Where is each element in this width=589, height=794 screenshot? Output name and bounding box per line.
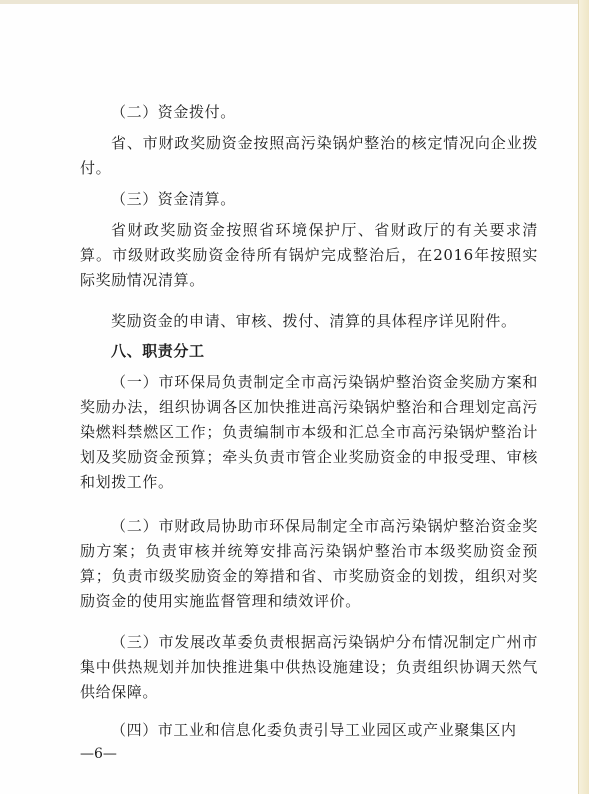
section-2-heading: （二）资金拨付。 <box>111 103 236 121</box>
duty-1: （一）市环保局负责制定全市高污染锅炉整治资金奖励方案和奖励办法，组织协调各区加快推进高污染锅炉整治和合理划定高污染燃料禁燃区工作；负责编制市本级和汇总全市高污染锅炉整治计划及奖励资金预算；牵头负责市管企业奖励资金的申报受理、审核和划拨工作。 <box>80 373 538 491</box>
section-3-heading: （三）资金清算。 <box>111 190 236 208</box>
duty-4: （四）市工业和信息化委负责引导工业园区或产业聚集区内 <box>111 721 517 739</box>
procedure-note: 奖励资金的申请、审核、拨付、清算的具体程序详见附件。 <box>111 312 517 330</box>
section-3-body: 省财政奖励资金按照省环境保护厅、省财政厅的有关要求清算。市级财政奖励资金待所有锅炉完成整治后，在2016年按照实际奖励情况清算。 <box>80 221 538 289</box>
duty-2: （二）市财政局协助市环保局制定全市高污染锅炉整治资金奖励方案；负责审核并统筹安排高污染锅炉整治市本级奖励资金预算；负责市级奖励资金的筹措和省、市奖励资金的划拨，组织对奖励资金的使用实施监督管理和绩效评价。 <box>80 517 538 610</box>
duty-3: （三）市发展改革委负责根据高污染锅炉分布情况制定广州市集中供热规划并加快推进集中供热设施建设；负责组织协调天然气供给保障。 <box>80 633 538 701</box>
page-right-edge <box>578 0 589 794</box>
section-8-title: 八、职责分工 <box>111 342 205 360</box>
section-2-body: 省、市财政奖励资金按照高污染锅炉整治的核定情况向企业拨付。 <box>80 134 538 177</box>
page-number: —6— <box>80 746 117 762</box>
page-top-edge <box>0 0 589 4</box>
